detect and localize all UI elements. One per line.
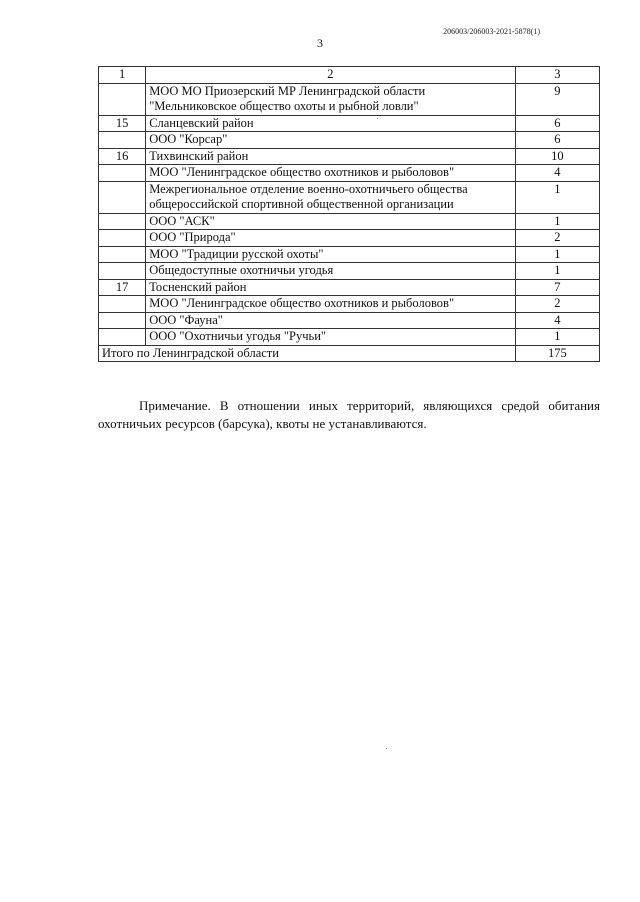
row-quota: 2 (515, 230, 599, 247)
row-number: 15 (99, 115, 146, 132)
row-name (146, 132, 515, 149)
row-name-line: Сланцевский район (149, 115, 254, 130)
row-number (99, 263, 146, 280)
table-row (99, 115, 600, 132)
row-quota: 6 (515, 115, 599, 132)
row-number: 17 (99, 279, 146, 296)
row-name (146, 312, 515, 329)
row-number (99, 312, 146, 329)
row-name (146, 83, 515, 115)
row-name-line: ООО "Природа" (149, 230, 236, 244)
row-name (146, 181, 515, 213)
row-name (146, 246, 515, 263)
row-quota: 1 (515, 263, 599, 280)
row-name (146, 148, 515, 165)
table-row (99, 181, 600, 213)
column-header: 1 (99, 67, 146, 84)
row-name-line: Тихвинский район (149, 148, 249, 163)
row-name-line: МОО "Ленинградское общество охотников и рыболовов" (149, 165, 455, 179)
table-row (99, 263, 600, 280)
row-name-line: ООО "АСК" (149, 213, 215, 228)
row-name-line: общероссийской спортивной общественной организации (149, 197, 454, 211)
row-name (146, 263, 515, 280)
table-row (99, 213, 600, 230)
row-number (99, 296, 146, 313)
total-row (99, 345, 600, 362)
row-name-line: МОО "Ленинградское общество охотников и рыболовов" (149, 296, 455, 310)
row-quota: 1 (515, 213, 599, 230)
row-number (99, 230, 146, 247)
row-name (146, 213, 515, 230)
page-number: 3 (317, 36, 323, 50)
row-name-line: Общедоступные охотничьи угодья (149, 263, 334, 277)
row-name-line: МОО "Традиции русской охоты" (149, 246, 324, 261)
row-quota: 10 (515, 148, 599, 165)
row-name-line: "Мельниковское общество охоты и рыбной ловли" (149, 99, 419, 113)
column-header: 3 (515, 67, 599, 84)
table-row (99, 312, 600, 329)
row-name-line: Тосненский район (149, 279, 247, 294)
scan-speck (377, 118, 378, 119)
row-name-line: ООО "Корсар" (149, 132, 228, 146)
total-label: Итого по Ленинградской области (99, 345, 516, 362)
row-quota: 9 (515, 83, 599, 115)
note-paragraph: Примечание. В отношении иных территорий, являющихся средой обитания охотничьих ресурсов (барсука), квоты не устанавливаются. (98, 398, 600, 431)
quota-table (98, 66, 600, 362)
table-header-row (99, 67, 600, 84)
table-row (99, 165, 600, 182)
row-number (99, 83, 146, 115)
document-id: 206003/206003-2021-5878(1) (443, 27, 540, 36)
column-header: 2 (146, 67, 515, 84)
table-row (99, 132, 600, 149)
row-name (146, 279, 515, 296)
row-name (146, 165, 515, 182)
row-quota: 7 (515, 279, 599, 296)
row-name (146, 329, 515, 346)
row-name-line: ООО "Фауна" (149, 312, 223, 327)
row-quota: 6 (515, 132, 599, 149)
scan-speck (386, 748, 387, 749)
table-row (99, 148, 600, 165)
table-row (99, 329, 600, 346)
row-quota: 1 (515, 329, 599, 346)
table-row (99, 279, 600, 296)
row-quota: 4 (515, 165, 599, 182)
row-quota: 1 (515, 181, 599, 213)
row-name (146, 230, 515, 247)
row-name-line: МОО МО Приозерский МР Ленинградской области (149, 83, 426, 98)
table-row (99, 296, 600, 313)
row-quota: 2 (515, 296, 599, 313)
row-name-line: ООО "Охотничьи угодья "Ручьи" (149, 329, 327, 343)
table-row (99, 83, 600, 115)
row-quota: 1 (515, 246, 599, 263)
row-number (99, 213, 146, 230)
row-number (99, 165, 146, 182)
total-value: 175 (515, 345, 599, 362)
row-number: 16 (99, 148, 146, 165)
row-number (99, 329, 146, 346)
row-number (99, 246, 146, 263)
row-name (146, 296, 515, 313)
row-quota: 4 (515, 312, 599, 329)
table-row (99, 230, 600, 247)
row-number (99, 181, 146, 213)
row-name-line: Межрегиональное отделение военно-охотничьего общества (149, 181, 468, 196)
row-name (146, 115, 515, 132)
table-row (99, 246, 600, 263)
row-number (99, 132, 146, 149)
